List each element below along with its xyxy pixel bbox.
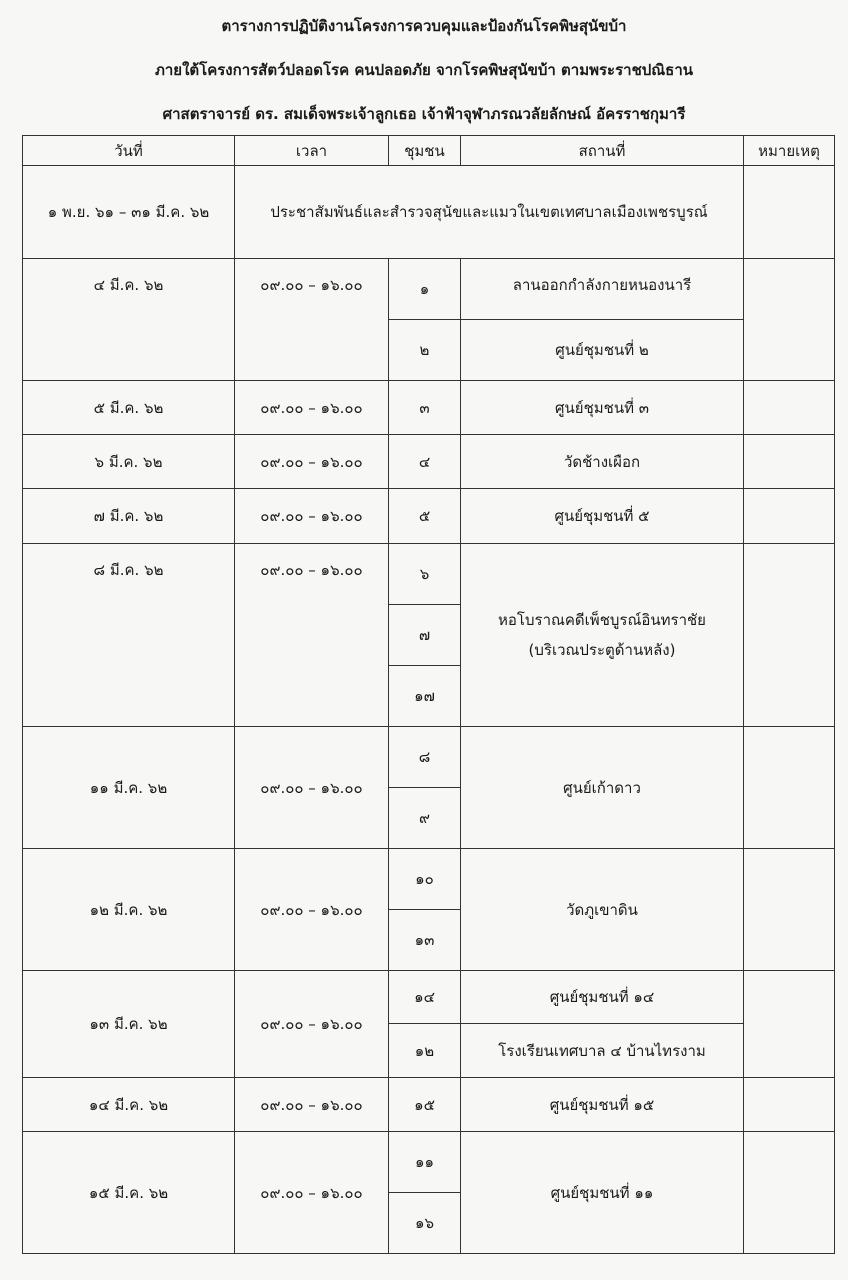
place-cell: ศูนย์ชุมชนที่ ๑๕ (461, 1078, 744, 1132)
community-cell: ๙ (389, 788, 461, 849)
table-row (23, 381, 835, 435)
table-row (23, 1132, 835, 1193)
time-cell: ๐๙.๐๐ – ๑๖.๐๐ (235, 544, 389, 727)
community-cell: ๑๕ (389, 1078, 461, 1132)
table-row (23, 435, 835, 489)
place-name: หอโบราณคดีเพ็ชบูรณ์อินทราชัย (498, 611, 706, 629)
time-cell: ๐๙.๐๐ – ๑๖.๐๐ (235, 381, 389, 435)
community-cell: ๕ (389, 489, 461, 544)
time-cell: ๐๙.๐๐ – ๑๖.๐๐ (235, 259, 389, 381)
table-row (23, 166, 835, 259)
date-cell: ๘ มี.ค. ๖๒ (23, 544, 235, 727)
table-row (23, 727, 835, 788)
activity-cell: ประชาสัมพันธ์และสำรวจสุนัขและแมวในเขตเทศบาลเมืองเพชรบูรณ์ (235, 166, 744, 259)
date-cell: ๑๑ มี.ค. ๖๒ (23, 727, 235, 849)
title-line-3: ศาสตราจารย์ ดร. สมเด็จพระเจ้าลูกเธอ เจ้าฟ้าจุฬาภรณวลัยลักษณ์ อัครราชกุมารี (162, 105, 686, 123)
community-cell: ๑๓ (389, 910, 461, 971)
note-cell (744, 727, 835, 849)
note-cell (744, 1078, 835, 1132)
place-cell: วัดช้างเผือก (461, 435, 744, 489)
place-detail: (บริเวณประตูด้านหลัง) (528, 641, 676, 659)
header-place: สถานที่ (461, 136, 744, 166)
place-cell: ลานออกกำลังกายหนองนารี (461, 259, 744, 320)
schedule-table (22, 135, 835, 1254)
table-row (23, 1078, 835, 1132)
community-cell: ๑๗ (389, 666, 461, 727)
title-line-1: ตารางการปฏิบัติงานโครงการควบคุมและป้องกันโรคพิษสุนัขบ้า (221, 17, 627, 35)
place-cell: ศูนย์ชุมชนที่ ๒ (461, 320, 744, 381)
time-cell: ๐๙.๐๐ – ๑๖.๐๐ (235, 489, 389, 544)
place-cell: ศูนย์ชุมชนที่ ๑๔ (461, 971, 744, 1024)
title-line-2: ภายใต้โครงการสัตว์ปลอดโรค คนปลอดภัย จากโรคพิษสุนัขบ้า ตามพระราชปณิธาน (154, 61, 694, 79)
community-cell: ๗ (389, 605, 461, 666)
community-cell: ๔ (389, 435, 461, 489)
note-cell (744, 381, 835, 435)
community-cell: ๓ (389, 381, 461, 435)
table-header-row (23, 136, 835, 166)
time-cell: ๐๙.๐๐ – ๑๖.๐๐ (235, 727, 389, 849)
community-cell: ๘ (389, 727, 461, 788)
note-cell (744, 435, 835, 489)
date-cell: ๖ มี.ค. ๖๒ (23, 435, 235, 489)
note-cell (744, 166, 835, 259)
note-cell (744, 489, 835, 544)
community-cell: ๑๐ (389, 849, 461, 910)
table-row (23, 849, 835, 910)
place-cell: ศูนย์เก้าดาว (461, 727, 744, 849)
place-cell: ศูนย์ชุมชนที่ ๓ (461, 381, 744, 435)
community-cell: ๖ (389, 544, 461, 605)
time-cell: ๐๙.๐๐ – ๑๖.๐๐ (235, 1132, 389, 1254)
community-cell: ๑๔ (389, 971, 461, 1024)
note-cell (744, 544, 835, 727)
community-cell: ๑๒ (389, 1024, 461, 1078)
time-cell: ๐๙.๐๐ – ๑๖.๐๐ (235, 971, 389, 1078)
community-cell: ๑๖ (389, 1193, 461, 1254)
note-cell (744, 971, 835, 1078)
note-cell (744, 259, 835, 381)
header-date: วันที่ (23, 136, 235, 166)
note-cell (744, 1132, 835, 1254)
header-note: หมายเหตุ (744, 136, 835, 166)
community-cell: ๒ (389, 320, 461, 381)
place-cell: โรงเรียนเทศบาล ๔ บ้านไทรงาม (461, 1024, 744, 1078)
place-cell: วัดภูเขาดิน (461, 849, 744, 971)
time-cell: ๐๙.๐๐ – ๑๖.๐๐ (235, 849, 389, 971)
time-cell: ๐๙.๐๐ – ๑๖.๐๐ (235, 1078, 389, 1132)
date-cell: ๑๒ มี.ค. ๖๒ (23, 849, 235, 971)
date-cell: ๔ มี.ค. ๖๒ (23, 259, 235, 381)
date-cell: ๑๔ มี.ค. ๖๒ (23, 1078, 235, 1132)
date-cell: ๗ มี.ค. ๖๒ (23, 489, 235, 544)
date-cell: ๑๕ มี.ค. ๖๒ (23, 1132, 235, 1254)
header-time: เวลา (235, 136, 389, 166)
note-cell (744, 849, 835, 971)
community-cell: ๑๑ (389, 1132, 461, 1193)
date-cell: ๑๓ มี.ค. ๖๒ (23, 971, 235, 1078)
table-row (23, 489, 835, 544)
date-cell: ๕ มี.ค. ๖๒ (23, 381, 235, 435)
place-cell: ศูนย์ชุมชนที่ ๕ (461, 489, 744, 544)
table-row (23, 971, 835, 1024)
time-cell: ๐๙.๐๐ – ๑๖.๐๐ (235, 435, 389, 489)
place-cell: ศูนย์ชุมชนที่ ๑๑ (461, 1132, 744, 1254)
table-row (23, 544, 835, 605)
header-community: ชุมชน (389, 136, 461, 166)
place-cell (461, 544, 744, 727)
community-cell: ๑ (389, 259, 461, 320)
date-cell: ๑ พ.ย. ๖๑ – ๓๑ มี.ค. ๖๒ (23, 166, 235, 259)
table-row (23, 259, 835, 320)
